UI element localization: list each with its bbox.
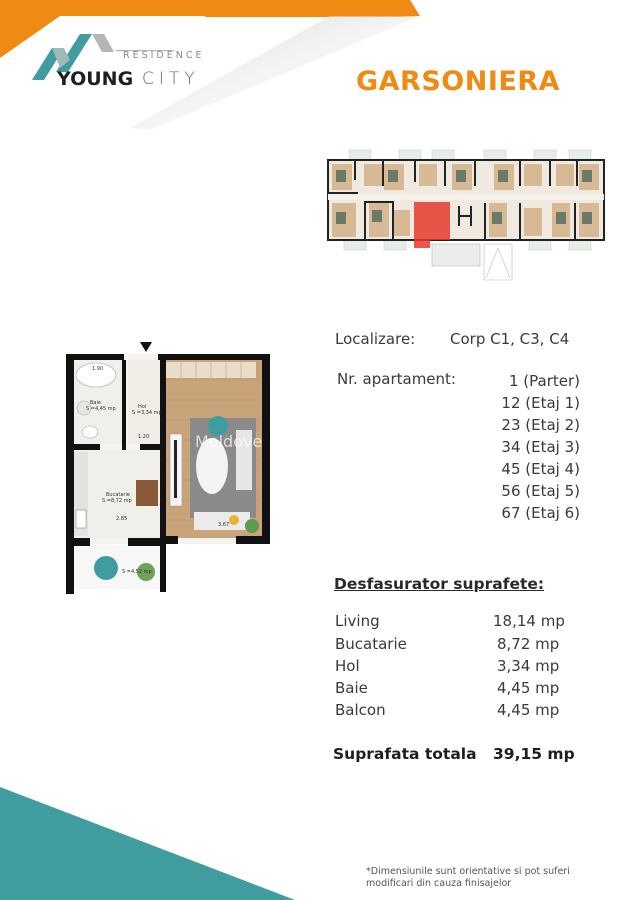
surface-name-baie: Baie — [335, 679, 368, 697]
teal-bottom-triangle — [0, 787, 295, 900]
apartment-floor-plan-icon — [66, 340, 270, 595]
svg-text:Bucatarie: Bucatarie — [106, 492, 130, 498]
svg-text:S =4,45 mp: S =4,45 mp — [86, 406, 116, 412]
surface-value-baie: 4,45 mp — [497, 679, 560, 697]
svg-text:1.90: 1.90 — [92, 366, 104, 372]
surface-value-bucatarie: 8,72 mp — [497, 635, 560, 653]
surface-value-hol: 3,34 mp — [497, 657, 560, 675]
surface-name-bucatarie: Bucatarie — [335, 635, 407, 653]
apartment-number-label: Nr. apartament: — [337, 370, 456, 388]
surface-name-living: Living — [335, 612, 380, 630]
svg-text:S =8,72 mp: S =8,72 mp — [102, 498, 132, 504]
apartment-number-item: 67 (Etaj 6) — [501, 504, 580, 522]
apartment-number-item: 34 (Etaj 3) — [501, 438, 580, 456]
total-surface-value: 39,15 mp — [493, 745, 575, 763]
svg-text:Hol: Hol — [138, 404, 147, 410]
svg-text:S =4,52 mp: S =4,52 mp — [122, 569, 152, 575]
apartment-number-item: 56 (Etaj 5) — [501, 482, 580, 500]
entrance-arrow-icon — [140, 342, 152, 352]
surface-value-balcon: 4,45 mp — [497, 701, 560, 719]
apartment-number-item: 1 (Parter) — [508, 372, 580, 390]
logo-young-text: YOUNG — [57, 68, 134, 90]
svg-text:1.20: 1.20 — [138, 434, 150, 440]
watermark-text: Moldove — [195, 432, 263, 451]
footnote-line-1: *Dimensiunile sunt orientative si pot suferi — [366, 866, 570, 877]
svg-text:3.67: 3.67 — [218, 522, 230, 528]
page-title: GARSONIERA — [356, 66, 561, 97]
apartment-number-list — [480, 370, 580, 524]
building-floor-plan-icon — [324, 148, 608, 284]
footnote-line-2: modificari din cauza finisajelor — [366, 878, 512, 889]
total-surface-label: Suprafata totala — [333, 745, 477, 763]
logo — [30, 32, 205, 92]
location-value: Corp C1, C3, C4 — [450, 330, 570, 348]
location-label: Localizare: — [335, 330, 416, 348]
apartment-number-item: 45 (Etaj 4) — [501, 460, 580, 478]
surface-name-hol: Hol — [335, 657, 360, 675]
footnote — [366, 866, 570, 890]
svg-text:S =3,34 mp: S =3,34 mp — [132, 410, 162, 416]
apartment-number-item: 23 (Etaj 2) — [501, 416, 580, 434]
surface-value-living: 18,14 mp — [493, 612, 565, 630]
surfaces-heading: Desfasurator suprafete: — [334, 575, 545, 593]
svg-text:Baie: Baie — [90, 400, 101, 406]
apartment-number-item: 12 (Etaj 1) — [501, 394, 580, 412]
highlighted-apartment — [414, 202, 450, 240]
logo-residence-text: RESIDENCE — [123, 50, 205, 61]
svg-text:2.85: 2.85 — [116, 516, 128, 522]
surface-name-balcon: Balcon — [335, 701, 386, 719]
logo-city-text: CITY — [142, 69, 200, 89]
